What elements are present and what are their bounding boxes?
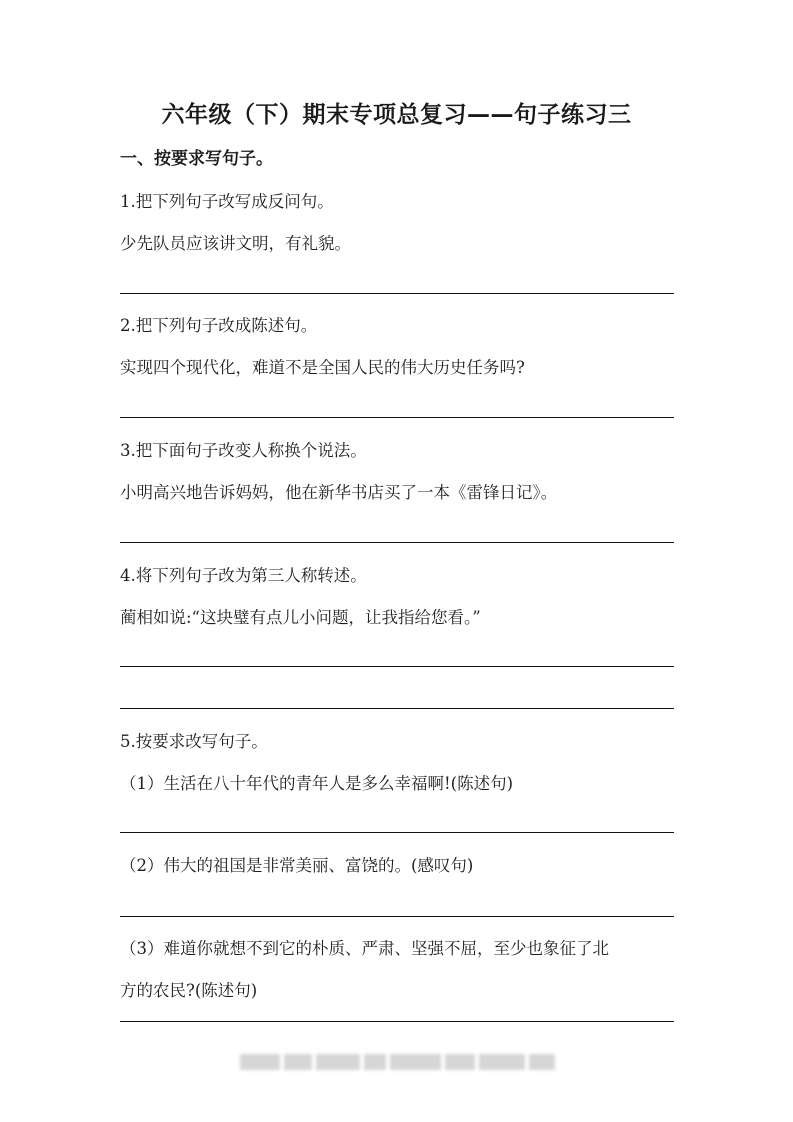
question-5-sub1: （1）生活在八十年代的青年人是多么幸福啊!(陈述句) (120, 774, 514, 793)
question-2-instruction: 2.把下列句子改成陈述句。 (120, 316, 318, 335)
answer-line-3 (120, 542, 674, 543)
question-3-sentence: 小明高兴地告诉妈妈，他在新华书店买了一本《雷锋日记》。 (120, 483, 558, 502)
question-3-instruction: 3.把下面句子改变人称换个说法。 (120, 441, 367, 460)
question-4-sentence: 蔺相如说:“这块璧有点儿小问题，让我指给您看。” (120, 608, 481, 627)
page-title: 六年级（下）期末专项总复习——句子练习三 (161, 102, 632, 128)
question-5-sub2: （2）伟大的祖国是非常美丽、富饶的。(感叹句) (120, 856, 474, 875)
answer-line-4b (120, 708, 674, 709)
answer-line-2 (120, 417, 674, 418)
question-5-instruction: 5.按要求改写句子。 (120, 732, 268, 751)
question-4-instruction: 4.将下列句子改为第三人称转述。 (120, 566, 367, 585)
section-heading: 一、按要求写句子。 (120, 149, 273, 169)
answer-line-1 (120, 293, 674, 294)
answer-line-5c (120, 1021, 674, 1022)
question-1-instruction: 1.把下列句子改写成反问句。 (120, 192, 334, 211)
answer-line-4a (120, 666, 674, 667)
question-5-sub3-line2: 方的农民?(陈述句) (120, 981, 258, 1000)
answer-line-5b (120, 916, 674, 917)
question-1-sentence: 少先队员应该讲文明，有礼貌。 (120, 234, 351, 253)
question-5-sub3-line1: （3）难道你就想不到它的朴质、严肃、坚强不屈，至少也象征了北 (120, 939, 609, 958)
question-2-sentence: 实现四个现代化，难道不是全国人民的伟大历史任务吗? (120, 358, 525, 377)
footer-watermark (240, 1054, 555, 1070)
answer-line-5a (120, 832, 674, 833)
